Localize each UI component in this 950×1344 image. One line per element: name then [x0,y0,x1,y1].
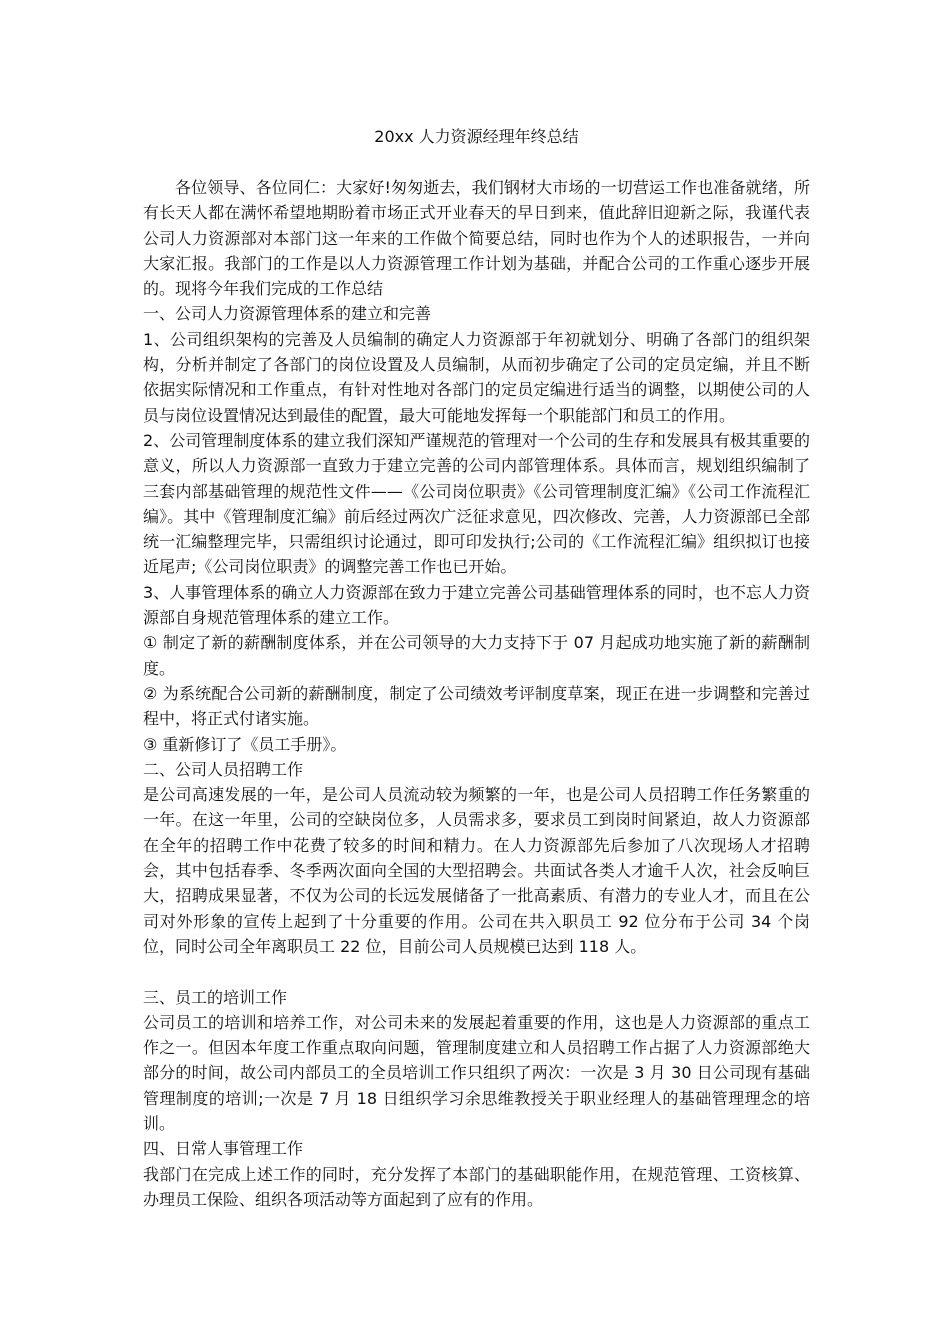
section-3-body: 公司员工的培训和培养工作，对公司未来的发展起着重要的作用，这也是人力资源部的重点工作之一。但因本年度工作重点取向问题，管理制度建立和人员招聘工作占据了人力资源部绝大部分的时间，故公司内部员工的全员培训工作只组织了两次：一次是 3 月 30 日公司现有基础管理制度的培训;一次是 7 月 18 日组织学习余思维教授关于职业经理人的基础管理理念的培训。 [143,1012,810,1133]
section-1-subitem-1: ① 制定了新的薪酬制度体系，并在公司领导的大力支持下于 07 月起成功地实施了新的薪酬制度。 [143,633,810,678]
section-2-body: 是公司高速发展的一年，是公司人员流动较为频繁的一年，也是公司人员招聘工作任务繁重的一年。在这一年里，公司的空缺岗位多，人员需求多，要求员工到岗时间紧迫，故人力资源部在全年的招聘工作中花费了较多的时间和精力。在人力资源部先后参加了八次现场人才招聘会，其中包括春季、冬季两次面向全国的大型招聘会。共面试各类人才逾千人次，社会反响巨大，招聘成果显著，不仅为公司的长远发展储备了一批高素质、有潜力的专业人才，而且在公司对外形象的宣传上起到了十分重要的作用。公司在共入职员工 92 位分布于公司 34 个岗位，同时公司全年离职员工 22 位，目前公司人员规模已达到 118 人。 [143,785,810,956]
section-1-item-2: 2、公司管理制度体系的建立我们深知严谨规范的管理对一个公司的生存和发展具有极其重要的意义，所以人力资源部一直致力于建立完善的公司内部管理体系。具体而言，规划组织编制了三套内部基础管理的规范性文件——《公司岗位职责》《公司管理制度汇编》《公司工作流程汇编》。其中《管理制度汇编》前后经过两次广泛征求意见，四次修改、完善，人力资源部已全部统一汇编整理完毕，只需组织讨论通过，即可印发执行;公司的《工作流程汇编》组织拟订也接近尾声;《公司岗位职责》的调整完善工作也已开始。 [143,430,810,577]
section-2-heading: 二、公司人员招聘工作 [143,759,304,779]
section-3-heading: 三、员工的培训工作 [143,987,288,1007]
intro-paragraph: 各位领导、各位同仁：大家好!匆匆逝去，我们钢材大市场的一切营运工作也准备就绪，所有长天人都在满怀希望地期盼着市场正式开业春天的早日到来，值此辞旧迎新之际，我谨代表公司人力资源部对本部门这一年来的工作做个简要总结，同时也作为个人的述职报告，一并向大家汇报。我部门的工作是以人力资源管理工作计划为基础，并配合公司的工作重心逐步开展的。现将今年我们完成的工作总结 [143,178,810,299]
section-1-subitem-2: ② 为系统配合公司新的薪酬制度，制定了公司绩效考评制度草案，现正在进一步调整和完善过程中，将正式付诸实施。 [143,683,810,729]
paragraph-spacer [143,959,810,984]
section-1-subitem-3: ③ 重新修订了《员工手册》。 [143,734,347,754]
section-1-heading: 一、公司人力资源管理体系的建立和完善 [143,304,432,324]
section-1-item-3: 3、人事管理体系的确立人力资源部在致力于建立完善公司基础管理体系的同时，也不忘人力资源部自身规范管理体系的建立工作。 [143,582,810,628]
section-4-body: 我部门在完成上述工作的同时，充分发挥了本部门的基础职能作用，在规范管理、工资核算、办理员工保险、组织各项活动等方面起到了应有的作用。 [143,1164,810,1209]
section-4-heading: 四、日常人事管理工作 [143,1139,304,1159]
section-1-item-1: 1、公司组织架构的完善及人员编制的确定人力资源部于年初就划分、明确了各部门的组织架构，分析并制定了各部门的岗位设置及人员编制，从而初步确定了公司的定员定编，并且不断依据实际情况和工作重点，有针对性地对各部门的定员定编进行适当的调整，以期使公司的人员与岗位设置情况达到最佳的配置，最大可能地发挥每一个职能部门和员工的作用。 [143,329,810,425]
document-title: 20xx 人力资源经理年终总结 [374,127,579,146]
document-page [143,0,810,1212]
